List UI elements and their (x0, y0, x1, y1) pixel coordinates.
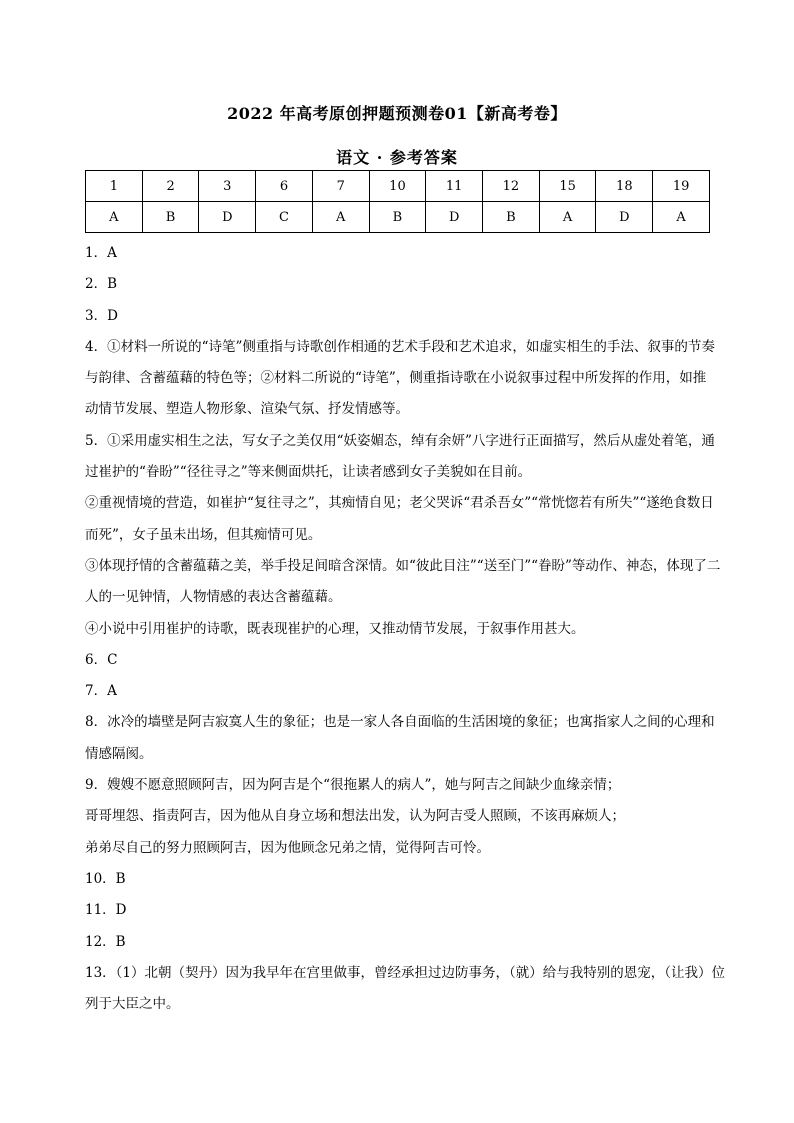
question-number-cell: 19 (653, 171, 710, 202)
answer-explanations (85, 238, 726, 1020)
answer-line-q13-cont: 列于大臣之中。 (85, 996, 180, 1013)
answer-cell: B (369, 202, 426, 233)
question-number-cell: 18 (596, 171, 653, 202)
answer-cell: B (142, 202, 199, 233)
answer-line-q7: 7．A (85, 683, 117, 700)
answer-line-q6: 6．C (85, 651, 118, 668)
answer-line-q5-point4: ④小说中引用崔护的诗歌，既表现崔护的心理，又推动情节发展，于叙事作用甚大。 (85, 620, 585, 637)
answer-cell: D (426, 202, 483, 233)
answer-line-q12: 12．B (85, 933, 126, 950)
question-number-cell: 2 (142, 171, 199, 202)
answer-cell: D (199, 202, 256, 233)
question-number-cell: 6 (256, 171, 313, 202)
answer-row (86, 202, 710, 233)
answer-line-q13: 13．（1）北朝（契丹）因为我早年在宫里做事，曾经承担过边防事务，（就）给与我特别的恩宠，（让我）位 (85, 964, 726, 981)
answer-line-q4-cont: 动情节发展、塑造人物形象、渲染气氛、抒发情感等。 (85, 401, 409, 418)
answer-line-q5-point3: ③体现抒情的含蓄蕴藉之美，举手投足间暗含深情。如“彼此目注”“送至门”“眷盼”等动作、神态，体现了二 (85, 557, 721, 574)
answer-cell: A (312, 202, 369, 233)
answer-cell: C (256, 202, 313, 233)
question-number-cell: 12 (483, 171, 540, 202)
answer-line-q9-cont: 哥哥埋怨、指责阿吉，因为他从自身立场和想法出发，认为阿吉受人照顾，不该再麻烦人； (85, 808, 625, 825)
answer-line-q5-point3-cont: 人的一见钟情，人物情感的表达含蓄蕴藉。 (85, 589, 342, 606)
answer-table (85, 170, 710, 233)
question-number-cell: 11 (426, 171, 483, 202)
answer-line-q8-cont: 情感隔阂。 (85, 745, 153, 762)
answer-line-q4-cont: 与韵律、含蓄蕴藉的特色等；②材料二所说的“诗笔”，侧重指诗歌在小说叙事过程中所发挥的作用，如推 (85, 370, 707, 387)
answer-cell: A (653, 202, 710, 233)
answer-line-q10: 10．B (85, 870, 126, 887)
question-number-cell: 10 (369, 171, 426, 202)
answer-line-q1: 1．A (85, 245, 117, 261)
answer-line-q9: 9．嫂嫂不愿意照顾阿吉，因为阿吉是个“很拖累人的病人”，她与阿吉之间缺少血缘亲情； (85, 777, 621, 794)
answer-line-q11: 11．D (85, 902, 127, 919)
answer-line-q5-point2-cont: 而死”，女子虽未出场，但其痴情可见。 (85, 526, 322, 543)
answer-cell: D (596, 202, 653, 233)
answer-cell: A (86, 202, 143, 233)
answer-line-q4: 4．①材料一所说的“诗笔”侧重指与诗歌创作相通的艺术手段和艺术追求，如虚实相生的手法、叙事的节奏 (85, 338, 715, 355)
document-title: 2022 年高考原创押题预测卷01【新高考卷】 (227, 104, 567, 123)
answer-cell: A (539, 202, 596, 233)
answer-line-q8: 8．冰冷的墙壁是阿吉寂寞人生的象征；也是一家人各自面临的生活困境的象征；也寓指家人之间的心理和 (85, 714, 715, 731)
answer-line-q9-cont: 弟弟尽自己的努力照顾阿吉，因为他顾念兄弟之情，觉得阿吉可怜。 (85, 839, 490, 856)
answer-line-q3: 3．D (85, 307, 118, 324)
answer-line-q5-point2: ②重视情境的营造，如崔护“复往寻之”，其痴情自见；老父哭诉“君杀吾女”“常恍惚若有所失”“遂绝食数日 (85, 495, 714, 512)
answer-line-q5: 5．①采用虚实相生之法，写女子之美仅用“妖姿媚态，绰有余妍”八字进行正面描写，然后从虚处着笔，通 (85, 432, 715, 449)
question-number-cell: 1 (86, 171, 143, 202)
answer-line-q2: 2．B (85, 276, 118, 293)
question-number-cell: 15 (539, 171, 596, 202)
answer-line-q5-cont: 过崔护的“眷盼”“径往寻之”等来侧面烘托，让读者感到女子美貌如在目前。 (85, 464, 532, 481)
document-subtitle: 语文 · 参考答案 (336, 148, 458, 167)
answer-cell: B (483, 202, 540, 233)
question-number-cell: 7 (312, 171, 369, 202)
question-number-cell: 3 (199, 171, 256, 202)
question-number-row (86, 171, 710, 202)
